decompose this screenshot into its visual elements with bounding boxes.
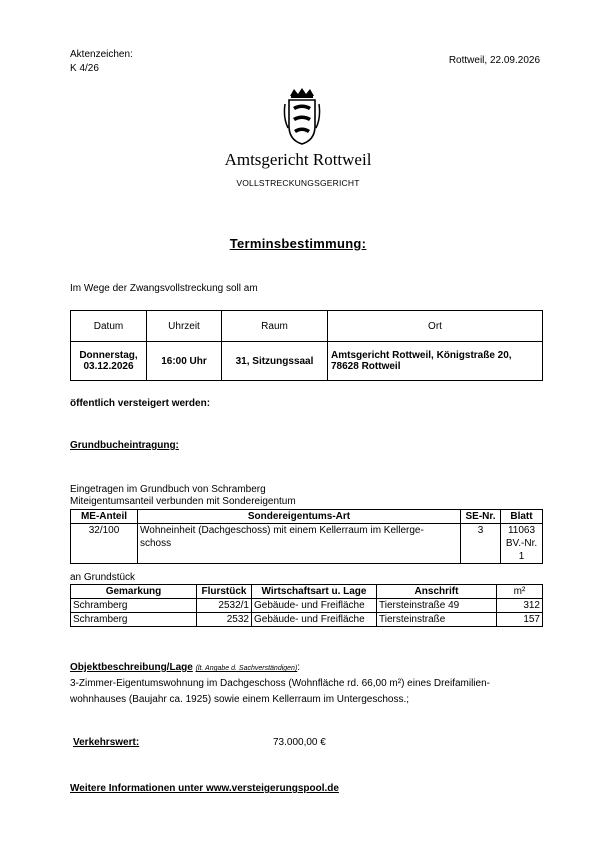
- verkehrswert-label: Verkehrswert:: [73, 737, 140, 748]
- cell-datum: [71, 342, 147, 381]
- header-flurstueck: Flurstück: [197, 585, 252, 599]
- sondereigentum-header-row: [71, 510, 543, 524]
- cell-wirtschaftsart: Gebäude- und Freifläche: [252, 599, 377, 613]
- verkehrswert-value: 73.000,00 €: [273, 737, 326, 748]
- intro-text: Im Wege der Zwangsvollstreckung soll am: [70, 283, 258, 294]
- blatt-line-1: 11063: [507, 525, 536, 536]
- cell-se-nr: 3: [461, 524, 501, 564]
- objekt-text-line-2: wohnhauses (Baujahr ca. 1925) sowie einem Kellerraum im Untergeschoss.;: [70, 694, 410, 705]
- coat-of-arms-icon: [282, 86, 322, 146]
- sondereigentum-table: [70, 509, 543, 564]
- termin-header-row: [71, 311, 543, 342]
- cell-blatt: [501, 524, 543, 564]
- court-department: VOLLSTRECKUNGSGERICHT: [236, 178, 360, 188]
- sondereigentum-row: [71, 524, 543, 564]
- blatt-line-2: BV.-Nr.: [505, 538, 538, 549]
- termin-data-row: [71, 342, 543, 381]
- objekt-text-line-1: 3-Zimmer-Eigentumswohnung im Dachgeschoss (Wohnfläche rd. 66,00 m²) eines Dreifamilien-: [70, 678, 490, 689]
- datum-weekday: Donnerstag,: [79, 350, 138, 361]
- cell-flurstueck: 2532/1: [197, 599, 252, 613]
- grundbuch-line-2: Miteigentumsanteil verbunden mit Sondereigentum: [70, 496, 296, 507]
- header-blatt: Blatt: [501, 510, 543, 524]
- table-row: [71, 613, 543, 627]
- aktenzeichen-block: [70, 48, 133, 76]
- cell-gemarkung: Schramberg: [71, 599, 197, 613]
- cell-uhrzeit: 16:00 Uhr: [147, 342, 222, 381]
- ort-line-2: 78628 Rottweil: [331, 361, 401, 372]
- grundstueck-header-row: [71, 585, 543, 599]
- art-line-2: schoss: [140, 538, 172, 549]
- cell-anschrift: Tiersteinstraße: [377, 613, 497, 627]
- cell-raum: 31, Sitzungssaal: [222, 342, 328, 381]
- auction-statement: öffentlich versteigert werden:: [70, 398, 211, 409]
- ort-line-1: Amtsgericht Rottweil, Königstraße 20,: [331, 350, 512, 361]
- header-sondereigentums-art: Sondereigentums-Art: [138, 510, 461, 524]
- header-se-nr: SE-Nr.: [461, 510, 501, 524]
- grundstueck-table: [70, 584, 543, 627]
- document-title: Terminsbestimmung:: [229, 236, 367, 251]
- cell-wirtschaftsart: Gebäude- und Freifläche: [252, 613, 377, 627]
- termin-table: [70, 310, 543, 381]
- objekt-colon: :: [297, 662, 301, 673]
- cell-me-anteil: 32/100: [71, 524, 138, 564]
- cell-anschrift: Tiersteinstraße 49: [377, 599, 497, 613]
- header-datum: Datum: [71, 311, 147, 342]
- objekt-heading: Objektbeschreibung/Lage: [70, 662, 193, 673]
- art-line-1: Wohneinheit (Dachgeschoss) mit einem Kellerraum im Kellerge-: [140, 525, 424, 536]
- grundbuch-line-1: Eingetragen im Grundbuch von Schramberg: [70, 484, 266, 495]
- cell-flaeche: 312: [497, 599, 543, 613]
- cell-flurstueck: 2532: [197, 613, 252, 627]
- header-wirtschaftsart: Wirtschaftsart u. Lage: [252, 585, 377, 599]
- cell-ort: [328, 342, 543, 381]
- place-date: Rottweil, 22.09.2026: [448, 55, 540, 66]
- grundbuch-heading: Grundbucheintragung:: [70, 440, 179, 451]
- header-raum: Raum: [222, 311, 328, 342]
- cell-flaeche: 157: [497, 613, 543, 627]
- grundstueck-label: an Grundstück: [70, 572, 136, 583]
- court-name: Amtsgericht Rottweil: [224, 150, 372, 169]
- grundbuch-intro: [70, 484, 296, 508]
- header-gemarkung: Gemarkung: [71, 585, 197, 599]
- cell-gemarkung: Schramberg: [71, 613, 197, 627]
- table-row: [71, 599, 543, 613]
- header-anschrift: Anschrift: [377, 585, 497, 599]
- header-ort: Ort: [328, 311, 543, 342]
- header-flaeche: m²: [497, 585, 543, 599]
- cell-sondereigentums-art: [138, 524, 461, 564]
- aktenzeichen-label: Aktenzeichen:: [70, 49, 133, 60]
- objekt-heading-line: [70, 662, 300, 673]
- aktenzeichen-value: K 4/26: [70, 63, 99, 74]
- objekt-text: [70, 676, 490, 708]
- header-me-anteil: ME-Anteil: [71, 510, 138, 524]
- blatt-line-3: 1: [518, 551, 525, 562]
- objekt-note: (lt. Angabe d. Sachverständigen): [195, 665, 298, 672]
- datum-date: 03.12.2026: [83, 361, 134, 372]
- header-uhrzeit: Uhrzeit: [147, 311, 222, 342]
- more-info-link[interactable]: Weitere Informationen unter www.versteigerungspool.de: [70, 783, 339, 794]
